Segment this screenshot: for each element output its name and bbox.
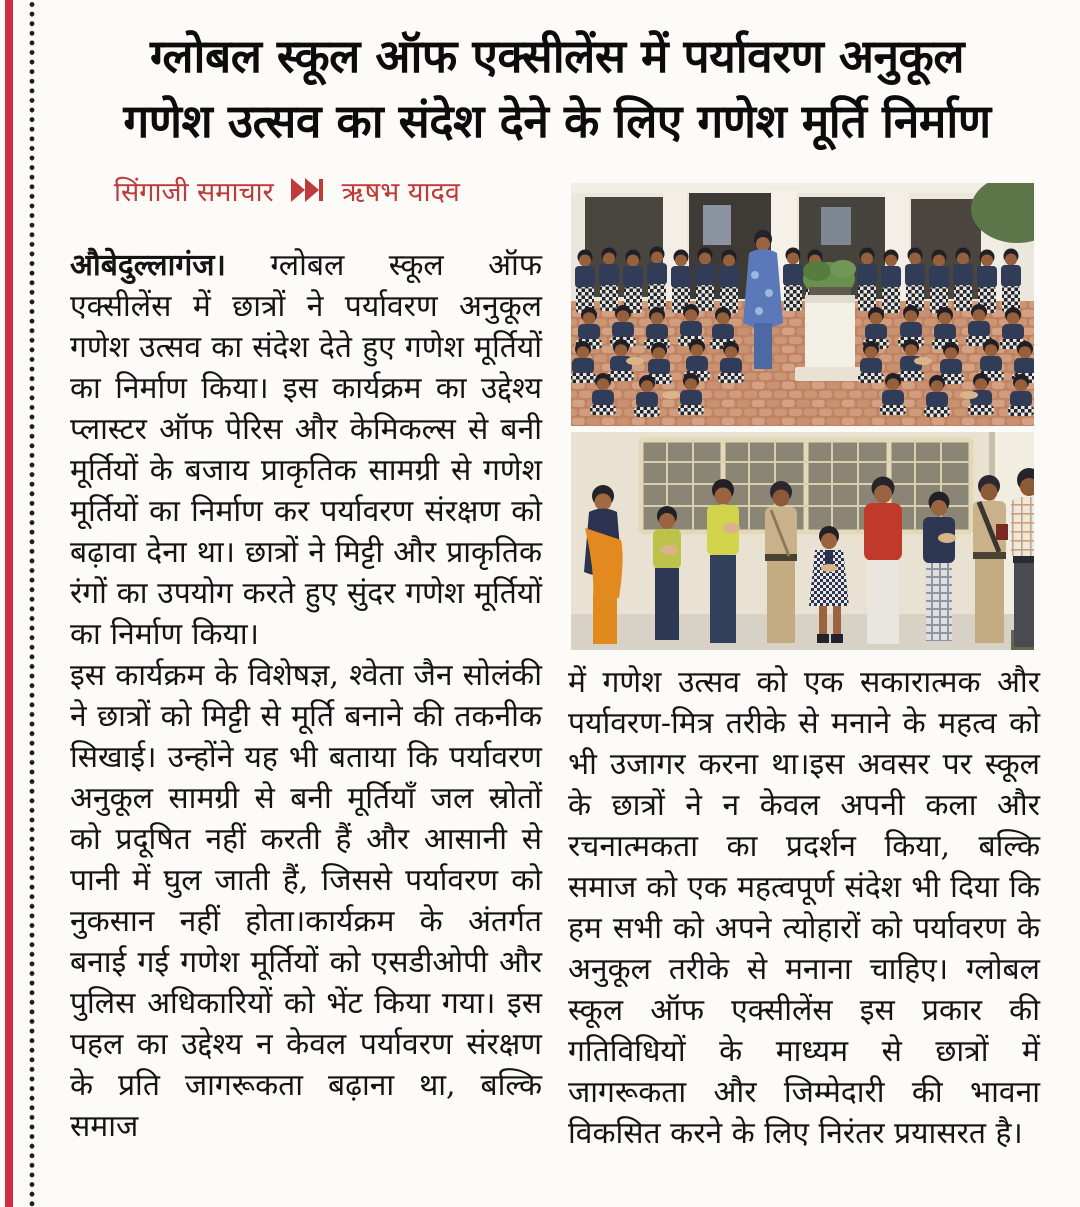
photo-presentation: [568, 432, 1040, 650]
grille-window: [641, 440, 971, 532]
pedestal-with-plant: [795, 260, 865, 381]
floor: [571, 614, 1034, 650]
fast-forward-icon: [290, 177, 326, 203]
photo-courtyard-image: [571, 183, 1034, 426]
page-title: [52, 0, 1062, 155]
headline-line-2: गणेश उत्सव का संदेश देने के लिए गणेश मूर्ति निर्माण: [123, 94, 991, 149]
photo-courtyard: [568, 183, 1040, 426]
left-dotted-rule: [28, 0, 36, 1207]
byline-author: ऋषभ यादव: [341, 176, 460, 208]
article-column-left: [70, 245, 542, 1147]
paragraph-3: में गणेश उत्सव को एक सकारात्मक और पर्यावरण-मित्र तरीके से मनाने के महत्व को भी उजागर करना था।इस अवसर पर स्कूल के छात्रों ने न केवल अपनी कला और रचनात्मकता का प्रदर्शन किया, बल्कि समाज को एक महत्वपूर्ण संदेश भी दिया कि हम सभी को अपने त्योहारों को पर्यावरण के अनुकूल तरीके से मनाना चाहिए। ग्लोबल स्कूल ऑफ एक्सीलेंस इस प्रकार की गतिविधियों के माध्यम से छात्रों में जागरूकता और जिम्मेदारी की भावना विकसित करने के लिए निरंतर प्रयासरत है।: [568, 665, 1040, 1151]
article-content: [52, 0, 1062, 1207]
left-red-rule: [5, 0, 13, 1207]
paragraph-2: इस कार्यक्रम के विशेषज्ञ, श्वेता जैन सोलंकी ने छात्रों को मिट्टी से मूर्ति बनाने की तकनीक सिखाई। उन्होंने यह भी बताया कि पर्यावरण अनुकूल सामग्री से बनी मूर्तियाँ जल स्रोतों को प्रदूषित नहीं करती हैं और आसानी से पानी में घुल जाती हैं, जिससे पर्यावरण को नुकसान नहीं होता।कार्यक्रम के अंतर्गत बनाई गई गणेश मूर्तियों को एसडीओपी और पुलिस अधिकारियों को भेंट किया गया। इस पहल का उद्देश्य न केवल पर्यावरण संरक्षण के प्रति जागरूकता बढ़ाना था, बल्कि समाज: [70, 658, 542, 1144]
paragraph-1: [70, 245, 542, 655]
headline-line-1: ग्लोबल स्कूल ऑफ एक्सीलेंस में पर्यावरण अनुकूल: [149, 29, 965, 83]
paragraph-1-text: ग्लोबल स्कूल ऑफ एक्सीलेंस में छात्रों ने पर्यावरण अनुकूल गणेश उत्सव का संदेश देते हुए गणेश मूर्तियों का निर्माण किया। इस कार्यक्रम का उद्देश्य प्लास्टर ऑफ पेरिस और केमिकल्स से बनी मूर्तियों के बजाय प्राकृतिक सामग्री से गणेश मूर्तियों का निर्माण कर पर्यावरण संरक्षण को बढ़ावा देना था। छात्रों ने मिट्टी और प्राकृतिक रंगों का उपयोग करते हुए सुंदर गणेश मूर्तियों का निर्माण किया।: [70, 248, 542, 652]
article-column-right: [568, 183, 1040, 1154]
photo-presentation-image: [571, 432, 1034, 650]
byline-source: सिंगाजी समाचार: [114, 176, 274, 208]
dateline: औबेदुल्लागंज।: [70, 248, 226, 283]
